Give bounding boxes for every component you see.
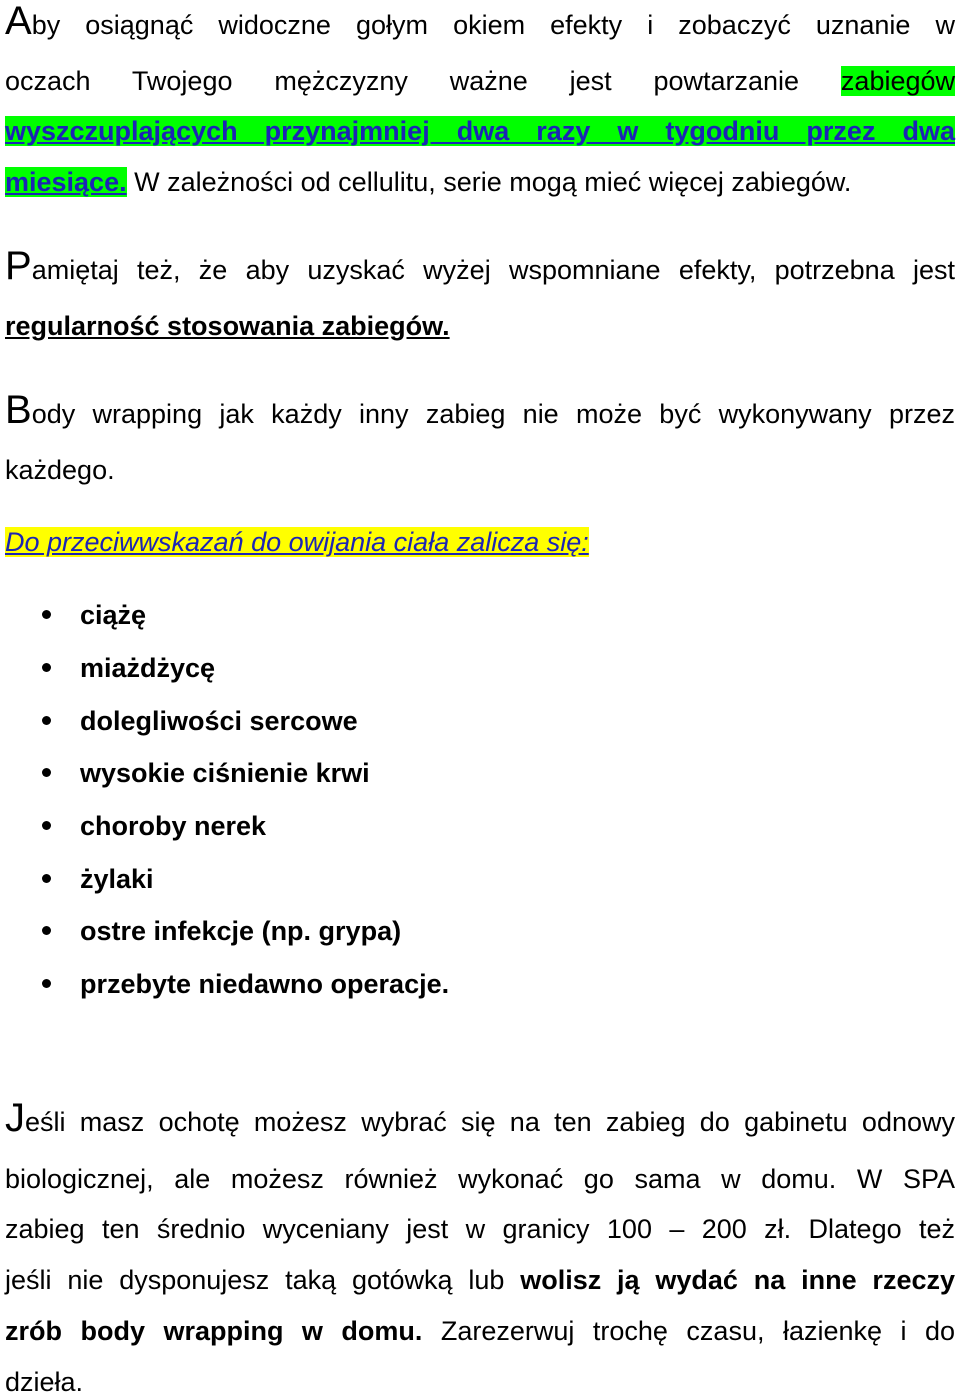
para3-line2-text: każdego. (5, 455, 115, 485)
bullet-icon (42, 610, 51, 619)
bold-text: wolisz ją wydać na inne rzeczy (520, 1265, 955, 1295)
para4-line4 (5, 1263, 955, 1297)
contraindications-heading-line (5, 525, 955, 559)
contraindications-heading[interactable]: Do przeciwwskazań do owijania ciała zalicza się: (5, 527, 589, 557)
para3-line2 (5, 453, 955, 487)
para2-line1-text: amiętaj też, że aby uzyskać wyżej wspomniane efekty, potrzebna jest (31, 255, 955, 285)
para1-line2-text: oczach Twojego mężczyzny ważne jest powtarzanie (5, 66, 800, 96)
drop-cap: B (5, 388, 32, 432)
drop-cap: P (5, 244, 32, 288)
para1-line1-text: by osiągnąć widoczne gołym okiem efekty i zobaczyć uznanie w (31, 10, 955, 40)
para4-line3 (5, 1212, 955, 1246)
para3-line1 (5, 388, 955, 432)
para4-line4-text: jeśli nie dysponujesz taką gotówką lub (5, 1265, 521, 1295)
highlighted-text: zabiegów (840, 66, 955, 96)
bullet-icon (42, 926, 51, 935)
para1-line4 (5, 165, 955, 199)
para1-line3 (5, 114, 955, 148)
bullet-icon (42, 716, 51, 725)
bullet-icon (42, 874, 51, 883)
bullet-icon (42, 979, 51, 988)
bold-underlined-text: regularność stosowania zabiegów. (5, 311, 450, 341)
para4-line5 (5, 1314, 955, 1348)
para4-line2-text: biologicznej, ale możesz również wykonać go sama w domu. W SPA (5, 1164, 955, 1194)
bold-text: zrób body wrapping w domu. (5, 1316, 423, 1346)
para4-line3-text: zabieg ten średnio wyceniany jest w granicy 100 – 200 zł. Dlatego też (5, 1214, 955, 1244)
para3-line1-text: ody wrapping jak każdy inny zabieg nie może być wykonywany przez (31, 399, 955, 429)
para4-line5-text: Zarezerwuj trochę czasu, łazienkę i do (422, 1316, 955, 1346)
para4-line1-text: eśli masz ochotę możesz wybrać się na ten zabieg do gabinetu odnowy (25, 1107, 955, 1137)
highlighted-link[interactable]: wyszczuplających przynajmniej dwa razy w tygodniu przez dwa (5, 116, 955, 146)
para4-line6-text: dzieła. (5, 1367, 84, 1397)
para1-line1 (5, 0, 955, 43)
bullet-icon (42, 663, 51, 672)
para4-line2 (5, 1162, 955, 1196)
highlighted-link[interactable]: miesiące. (5, 167, 127, 197)
para2-line2 (5, 309, 955, 343)
bullet-icon (42, 768, 51, 777)
para4-line1 (5, 1096, 955, 1140)
para1-line2 (5, 64, 955, 98)
para1-line4-text: W zależności od cellulitu, serie mogą mieć więcej zabiegów. (126, 167, 852, 197)
drop-cap: A (5, 0, 32, 43)
para2-line1 (5, 244, 955, 288)
drop-cap: J (5, 1096, 25, 1140)
bullet-icon (42, 821, 51, 830)
